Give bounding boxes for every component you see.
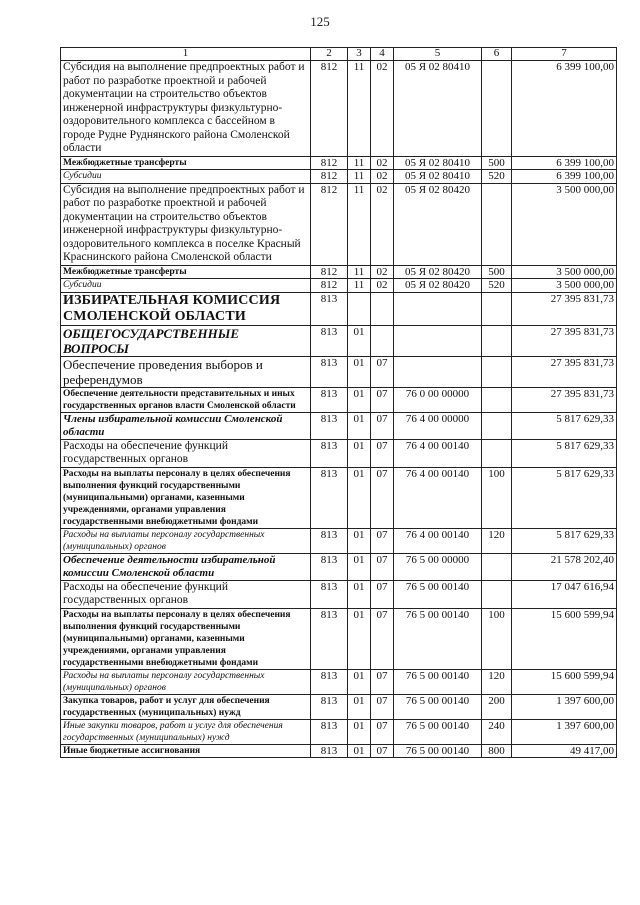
ministry-code: 813 [311,744,348,757]
subsection-code: 02 [371,265,394,278]
section-code: 01 [348,694,371,719]
item-name: Расходы на обеспечение функций государственных органов [61,439,311,467]
item-name: Обеспечение проведения выборов и референдумов [61,356,311,387]
item-name: Расходы на обеспечение функций государственных органов [61,580,311,608]
section-code: 01 [348,608,371,669]
expense-type-code: 100 [482,608,512,669]
table-row [61,387,617,412]
budget-table [60,47,617,758]
item-name: Обеспечение деятельности представительных и иных государственных органов власти Смоленской области [61,387,311,412]
expense-type-code: 520 [482,169,512,183]
amount: 5 817 629,33 [512,528,617,553]
subsection-code: 02 [371,183,394,265]
amount: 15 600 599,94 [512,608,617,669]
page-number: 125 [310,14,330,29]
target-article-code: 76 5 00 00140 [394,669,482,694]
target-article-code: 76 5 00 00140 [394,694,482,719]
ministry-code: 812 [311,265,348,278]
target-article-code: 76 5 00 00140 [394,580,482,608]
item-name: Субсидии [61,169,311,183]
target-article-code [394,356,482,387]
ministry-code: 813 [311,608,348,669]
target-article-code: 76 4 00 00140 [394,467,482,528]
expense-type-code [482,183,512,265]
item-name: Субсидия на выполнение предпроектных работ и работ по разработке проектной и рабочей документации на строительство объектов инженерной инфраструктуры физкультурно-оздоровительного комплекса в поселке Красный Краснинского района Смоленской области [61,183,311,265]
column-header: 3 [348,48,371,61]
target-article-code: 05 Я 02 80410 [394,169,482,183]
table-row [61,694,617,719]
item-name: Члены избирательной комиссии Смоленской области [61,412,311,439]
column-header: 1 [61,48,311,61]
subsection-code: 07 [371,439,394,467]
subsection-code: 07 [371,669,394,694]
subsection-code: 07 [371,356,394,387]
section-code: 01 [348,387,371,412]
expense-type-code [482,61,512,157]
subsection-code: 07 [371,694,394,719]
table-row [61,61,617,157]
section-code [348,292,371,325]
target-article-code: 76 5 00 00000 [394,553,482,580]
table-body [61,61,617,758]
target-article-code [394,292,482,325]
item-name: Расходы на выплаты персоналу государственных (муниципальных) органов [61,669,311,694]
subsection-code: 07 [371,553,394,580]
item-name: Межбюджетные трансферты [61,156,311,169]
table-row [61,719,617,744]
ministry-code: 813 [311,356,348,387]
amount: 17 047 616,94 [512,580,617,608]
ministry-code: 813 [311,528,348,553]
target-article-code: 05 Я 02 80420 [394,265,482,278]
table-row [61,439,617,467]
target-article-code: 05 Я 02 80410 [394,61,482,157]
subsection-code: 07 [371,467,394,528]
expense-type-code [482,412,512,439]
expense-type-code: 120 [482,528,512,553]
table-row [61,744,617,757]
ministry-code: 812 [311,183,348,265]
ministry-code: 812 [311,169,348,183]
expense-type-code [482,387,512,412]
ministry-code: 813 [311,292,348,325]
item-name: ОБЩЕГОСУДАРСТВЕННЫЕ ВОПРОСЫ [61,325,311,356]
amount: 1 397 600,00 [512,719,617,744]
amount: 27 395 831,73 [512,325,617,356]
expense-type-code [482,580,512,608]
target-article-code: 76 5 00 00140 [394,719,482,744]
amount: 27 395 831,73 [512,356,617,387]
table-row [61,292,617,325]
ministry-code: 813 [311,439,348,467]
column-number-row [61,48,617,61]
section-code: 11 [348,169,371,183]
amount: 3 500 000,00 [512,183,617,265]
ministry-code: 813 [311,694,348,719]
item-name: Обеспечение деятельности избирательной комиссии Смоленской области [61,553,311,580]
section-code: 11 [348,183,371,265]
table-row [61,169,617,183]
item-name: Закупка товаров, работ и услуг для обеспечения государственных (муниципальных) нужд [61,694,311,719]
amount: 49 417,00 [512,744,617,757]
ministry-code: 813 [311,325,348,356]
ministry-code: 812 [311,156,348,169]
amount: 5 817 629,33 [512,412,617,439]
expense-type-code [482,439,512,467]
subsection-code: 07 [371,744,394,757]
section-code: 11 [348,156,371,169]
expense-type-code: 120 [482,669,512,694]
section-code: 01 [348,719,371,744]
section-code: 01 [348,412,371,439]
table-row [61,278,617,292]
table-row [61,669,617,694]
expense-type-code: 500 [482,156,512,169]
table-row [61,553,617,580]
expense-type-code: 200 [482,694,512,719]
target-article-code: 76 0 00 00000 [394,387,482,412]
expense-type-code: 800 [482,744,512,757]
section-code: 01 [348,580,371,608]
table-row [61,580,617,608]
amount: 3 500 000,00 [512,265,617,278]
target-article-code: 76 4 00 00000 [394,412,482,439]
subsection-code: 02 [371,278,394,292]
subsection-code: 07 [371,719,394,744]
subsection-code: 07 [371,580,394,608]
ministry-code: 813 [311,719,348,744]
target-article-code: 76 5 00 00140 [394,744,482,757]
table-row [61,183,617,265]
expense-type-code [482,325,512,356]
expense-type-code: 500 [482,265,512,278]
target-article-code: 05 Я 02 80410 [394,156,482,169]
ministry-code: 813 [311,467,348,528]
expense-type-code [482,356,512,387]
amount: 3 500 000,00 [512,278,617,292]
subsection-code: 07 [371,608,394,669]
expense-type-code: 520 [482,278,512,292]
item-name: Субсидии [61,278,311,292]
ministry-code: 813 [311,412,348,439]
item-name: Расходы на выплаты персоналу в целях обеспечения выполнения функций государственными (муниципальными) органами, казенными учреждениями, органами управления государственными внебюджетными фондами [61,608,311,669]
section-code: 11 [348,61,371,157]
amount: 6 399 100,00 [512,156,617,169]
column-header: 7 [512,48,617,61]
column-header: 6 [482,48,512,61]
amount: 27 395 831,73 [512,292,617,325]
item-name: Иные закупки товаров, работ и услуг для обеспечения государственных (муниципальных) нужд [61,719,311,744]
subsection-code: 02 [371,156,394,169]
target-article-code: 76 4 00 00140 [394,528,482,553]
item-name: Межбюджетные трансферты [61,265,311,278]
item-name: Расходы на выплаты персоналу государственных (муниципальных) органов [61,528,311,553]
section-code: 01 [348,325,371,356]
amount: 1 397 600,00 [512,694,617,719]
section-code: 01 [348,528,371,553]
amount: 5 817 629,33 [512,439,617,467]
subsection-code [371,292,394,325]
column-header: 5 [394,48,482,61]
amount: 6 399 100,00 [512,61,617,157]
table-row [61,467,617,528]
subsection-code [371,325,394,356]
expense-type-code: 240 [482,719,512,744]
amount: 27 395 831,73 [512,387,617,412]
target-article-code: 05 Я 02 80420 [394,278,482,292]
ministry-code: 813 [311,553,348,580]
section-code: 01 [348,669,371,694]
section-code: 11 [348,278,371,292]
section-code: 01 [348,467,371,528]
section-code: 01 [348,439,371,467]
target-article-code [394,325,482,356]
table-row [61,325,617,356]
amount: 6 399 100,00 [512,169,617,183]
table-row [61,528,617,553]
target-article-code: 05 Я 02 80420 [394,183,482,265]
table-row [61,608,617,669]
column-header: 4 [371,48,394,61]
table-row [61,265,617,278]
subsection-code: 07 [371,387,394,412]
section-code: 01 [348,356,371,387]
subsection-code: 07 [371,412,394,439]
section-code: 11 [348,265,371,278]
item-name: Субсидия на выполнение предпроектных работ и работ по разработке проектной и рабочей документации на строительство объектов инженерной инфраструктуры физкультурно-оздоровительного комплекса с бассейном в городе Рудне Руднянского района Смоленской области [61,61,311,157]
section-code: 01 [348,744,371,757]
amount: 15 600 599,94 [512,669,617,694]
target-article-code: 76 5 00 00140 [394,608,482,669]
subsection-code: 07 [371,528,394,553]
subsection-code: 02 [371,169,394,183]
ministry-code: 812 [311,61,348,157]
section-code: 01 [348,553,371,580]
expense-type-code [482,292,512,325]
amount: 5 817 629,33 [512,467,617,528]
expense-type-code: 100 [482,467,512,528]
expense-type-code [482,553,512,580]
ministry-code: 812 [311,278,348,292]
ministry-code: 813 [311,387,348,412]
target-article-code: 76 4 00 00140 [394,439,482,467]
column-header: 2 [311,48,348,61]
table-row [61,356,617,387]
ministry-code: 813 [311,580,348,608]
item-name: Иные бюджетные ассигнования [61,744,311,757]
item-name: Расходы на выплаты персоналу в целях обеспечения выполнения функций государственными (муниципальными) органами, казенными учреждениями, органами управления государственными внебюджетными фондами [61,467,311,528]
amount: 21 578 202,40 [512,553,617,580]
table-row [61,412,617,439]
subsection-code: 02 [371,61,394,157]
ministry-code: 813 [311,669,348,694]
item-name: ИЗБИРАТЕЛЬНАЯ КОМИССИЯ СМОЛЕНСКОЙ ОБЛАСТИ [61,292,311,325]
table-row [61,156,617,169]
